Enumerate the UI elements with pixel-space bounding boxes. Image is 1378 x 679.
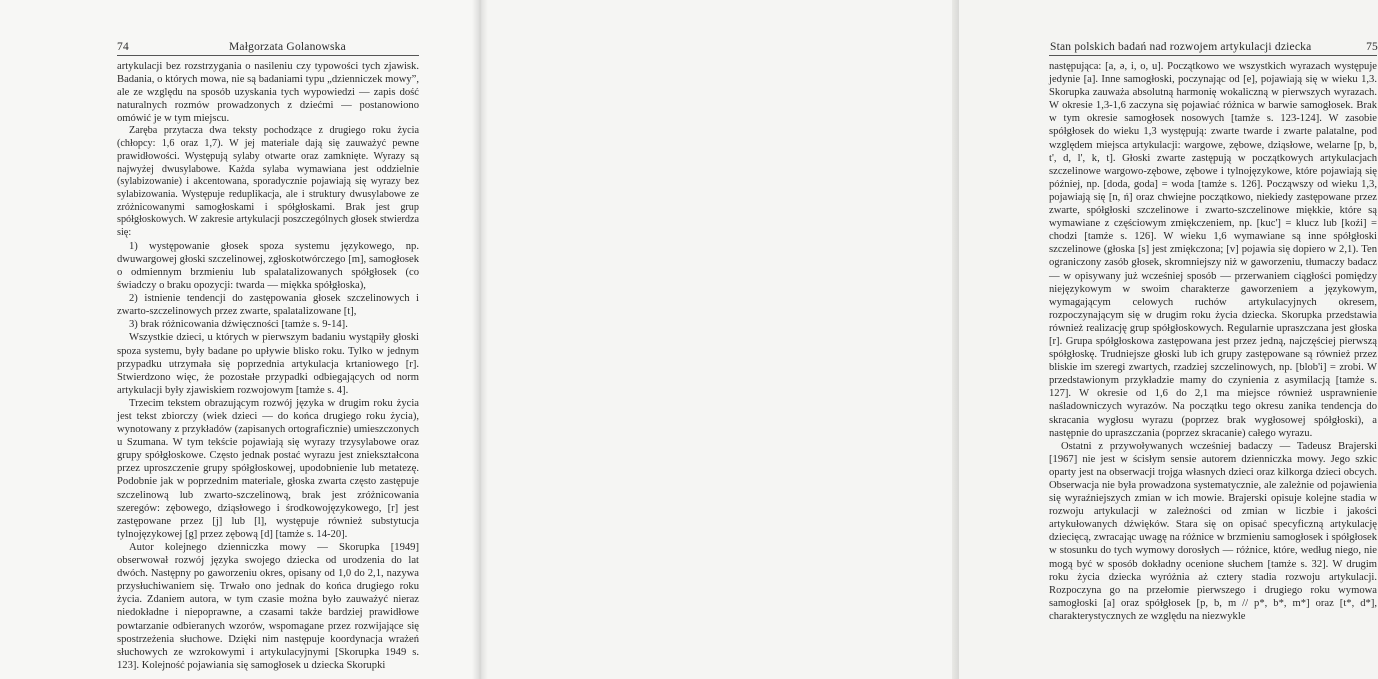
- page-edge: [952, 0, 959, 679]
- left-running-head: Małgorzata Golanowska: [229, 41, 346, 53]
- paragraph: Ostatni z przywoływanych wcześniej badaczy — Tadeusz Brajerski [1967] nie jest w ścisłym sensie autorem dzienniczka mowy. Jego szkic oparty jest na obserwacji trojga własnych dzieci oraz kilkorga dzieci obcych. Obserwacja nie była prowadzona systematycznie, ale zależnie od pojawienia się wyraźniejszych zmian w ich mowie. Brajerski opisuje kolejne stadia w rozwoju artykulacji w zależności od zmian w liczbie i jakości artykułowanych dźwięków. Stara się on opisać specyficzną artykulację dziecięcą, zwracając uwagę na różnice w brzmieniu samogłosek i spółgłosek w stosunku do tych wymowy dorosłych — różnice, które, według niego, nie mogą być w sposób dokładny ocenione słuchem [tamże s. 32]. W drugim roku życia dziecka wyróżnia aż cztery stadia rozwoju artykulacji. Rozpoczyna go na przełomie pierwszego i drugiego roku wymowa samogłoski [a] oraz spółgłosek [p, b, m // p*, b*, m*] oraz [t*, d*], charakterystycznych ze względu na niezwykle: [1049, 440, 1377, 622]
- left-header-rule: [117, 55, 419, 56]
- left-page-body: [117, 60, 419, 672]
- right-page: [480, 0, 1378, 679]
- paragraph: Wszystkie dzieci, u których w pierwszym badaniu wystąpiły głoski spoza systemu, były badane po upływie blisko roku. Tylko w jednym przypadku utrzymała się poprzednia artykulacja krtaniowego [r]. Stwierdzono więc, że pozostałe przypadki odbiegających od norm artykulacji były zjawiskiem rozwojowym [tamże s. 4].: [117, 332, 419, 396]
- book-gutter: [472, 0, 488, 679]
- paragraph: Autor kolejnego dzienniczka mowy — Skorupka [1949] obserwował rozwój języka swojego dziecka od urodzenia do lat dwóch. Następny po gaworzeniu okres, opisany od 1,0 do 2,1, nazywa przysłuchiwaniem się. Trwało ono jednak do końca drugiego roku życia. Zdaniem autora, w tym czasie można było zauważyć nieraz niedokładne i niepoprawne, a czasami także bardziej prawidłowe powtarzanie odbieranych wzorów, wspomagane przez rozwijające się spostrzeżenia słuchowe. Dzięki nim następuje koordynacja wrażeń słuchowych ze wzrokowymi i artykulacyjnymi [Skorupka 1949 s. 123]. Kolejność pojawiania się samogłosek u dziecka Skorupki: [117, 541, 419, 671]
- right-header-rule: [1049, 55, 1377, 56]
- paragraph: 3) brak różnicowania dźwięczności [tamże s. 9-14].: [129, 319, 348, 331]
- left-page: [0, 0, 480, 679]
- paragraph: następująca: [a, ə, i, o, u]. Początkowo we wszystkich wyrazach występuje jedynie [a]. Inne samogłoski, poczynając od [e], pojawiają się w wieku 1,3. Skorupka zauważa absolutną harmonię wokaliczną w pierwszych wyrazach. W okresie 1,3-1,6 zaczyna się pojawiać różnica w barwie samogłosek. Brak w tym okresie samogłosek nosowych [tamże s. 123-124]. W zasobie spółgłosek do wieku 1,3 występują: zwarte twarde i zwarte palatalne, pod względem miejsca artykulacji: wargowe, zębowe, dziąsłowe, welarne [p, b, t', d, l', k, t]. Głoski zwarte zastępują w początkowych artykulacjach szczelinowe wargowo-zębowe, zębowe i tylnojęzykowe, które pojawiają się później, np. [doda, goda] = woda [tamże s. 126]. Począwszy od wieku 1,3, pojawiają się [n, ń] oraz chwiejne początkowo, niekiedy zastępowane przez zwarte, spółgłoski szczelinowe i zwarto-szczelinowe miękkie, które są wymawiane z częściowym zmiękczeniem, np. [kuc'] = klucz lub [koźi] = chodzi [tamże s. 126]. W wieku 1,6 wymawiane są inne spółgłoski szczelinowe (głoska [s] jest zmiękczona; [v] pojawia się dopiero w 2,1). Ten ograniczony zasób głosek, skromniejszy niż w gaworzeniu, tłumaczy badacz — w opisywany już wcześniej sposób — przerwaniem ciągłości pomiędzy niejęzykowym w swoim charakterze gaworzeniem a językowym, wymagającym celowych ruchów artykulacyjnych okresem, rozpoczynającym się w drugim roku życia dziecka. Skorupka przedstawia również realizację grup spółgłoskowych. Regularnie upraszczana jest głoska [r]. Grupa spółgłoskowa zastępowana jest przez jedną, najczęściej pierwszą spółgłoskę. Trudniejsze głoski lub ich grupy zastępowane są również przez bliskie im szeregi zwartych, rzadziej szczelinowych, np. [blob'i] = zrobi. W przedstawionym przykładzie mamy do czynienia z asymilacją [tamże s. 127]. W okresie od 1,6 do 2,1 ma miejsce również usprawnienie naśladowniczych wyrazów. Na początku tego okresu zanika tendencja do skracania wygłosu wyrazu (poprzez brak wygłosowej spółgłoski), a następnie do upraszczania (poprzez skracanie) całego wyrazu.: [1049, 61, 1377, 439]
- paragraph: Zaręba przytacza dwa teksty pochodzące z drugiego roku życia (chłopcy: 1,6 oraz 1,7). W jej materiale dają się zauważyć pewne prawidłowości. Występują sylaby otwarte oraz zamknięte. Wyrazy są najwyżej dwusylabowe. Każda sylaba wymawiana jest oddzielnie (sylabizowanie) i akcentowana, sporadycznie pojawiają się wyrazy bez sylabizowania. Występuje reduplikacja, ale i struktury dwusylabowe ze zróżnicowanymi samogłoskami i spółgłoskami. Brak jest grup spółgłoskowych. W zakresie artykulacji poszczególnych głosek stwierdza się:: [117, 125, 419, 239]
- right-page-body: [1049, 60, 1377, 623]
- paragraph: 2) istnienie tendencji do zastępowania głosek szczelinowych i zwarto-szczelinowych przez zwarte, spalatalizowane [t],: [117, 293, 419, 318]
- right-running-head: Stan polskich badań nad rozwojem artykulacji dziecka: [1050, 41, 1312, 53]
- right-page-number: 75: [1366, 41, 1378, 53]
- left-page-number: 74: [117, 41, 129, 53]
- paragraph: 1) występowanie głosek spoza systemu językowego, np. dwuwargowej głoski szczelinowej, zgłoskotwórczego [m], samogłosek o odmiennym brzmieniu lub spalatalizowanych spółgłosek (co świadczy o braku opozycji: twarda — miękka spółgłoska),: [117, 240, 419, 292]
- paragraph: Trzecim tekstem obrazującym rozwój języka w drugim roku życia jest tekst zbiorczy (wiek dzieci — do końca drugiego roku życia), wynotowany z przykładów (zapisanych ortograficznie) umieszczonych u Szumana. W tym tekście pojawiają się wyrazy trzysylabowe oraz grupy spółgłoskowe. Często jednak postać wyrazu jest zniekształcona przez uproszczenie grupy spółgłoskowej, upodobnienie lub metatezę. Podobnie jak w poprzednim materiale, głoska zwarta często zastępuje szczelinową lub zwarto-szczelinową, brak jest zróżnicowania szeregów: zębowego, dziąsłowego i środkowojęzykowego, [r] jest zastępowane przez [j] lub [l], występuje również substytucja tylnojęzykowej [g] przez zębową [d] [tamże s. 14-20].: [117, 397, 419, 540]
- paragraph: artykulacji bez rozstrzygania o nasileniu czy typowości tych zjawisk. Badania, o których mowa, nie są badaniami typu „dzienniczek mowy”, ale ze względu na sposób uzyskania tych wypowiedzi — zapis dość naturalnych rozmów prowadzonych z dziećmi — postanowiono omówić je w tym miejscu.: [117, 61, 419, 125]
